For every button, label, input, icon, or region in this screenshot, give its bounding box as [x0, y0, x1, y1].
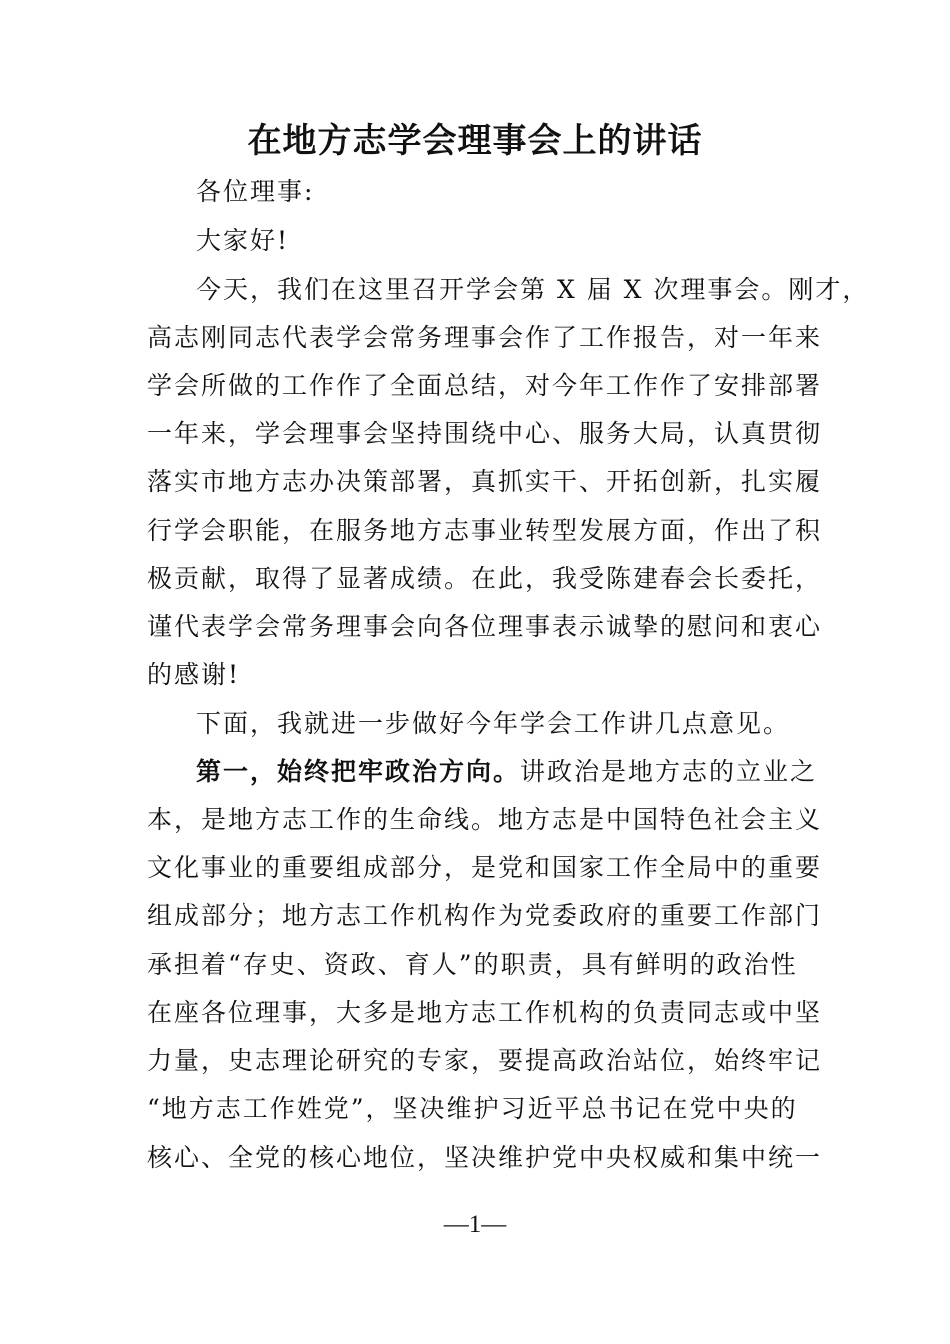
body-line: 一年来，学会理事会坚持围绕中心、服务大局，认真贯彻	[147, 419, 823, 448]
body-line: 落实市地方志办决策部署，真抓实干、开拓创新，扎实履	[147, 467, 823, 496]
body-line: 极贡献，取得了显著成绩。在此，我受陈建春会长委托，	[147, 564, 823, 593]
body-line: 核心、全党的核心地位，坚决维护党中央权威和集中统一	[147, 1143, 823, 1172]
body-line: 在座各位理事，大多是地方志工作机构的负责同志或中坚	[147, 998, 823, 1027]
salutation-line: 各位理事:	[196, 177, 315, 206]
section-paragraph-first-line	[196, 748, 876, 796]
body-line: 本，是地方志工作的生命线。地方志是中国特色社会主义	[147, 805, 823, 834]
body-line: 承担着“存史、资政、育人”的职责，具有鲜明的政治性	[147, 950, 798, 979]
body-line: 组成部分；地方志工作机构作为党委政府的重要工作部门	[147, 901, 823, 930]
greeting-line: 大家好!	[196, 226, 290, 255]
body-text: 讲政治是地方志的立业之	[520, 757, 818, 786]
body-line: 下面，我就进一步做好今年学会工作讲几点意见。	[196, 709, 791, 738]
body-line: “地方志工作姓党”，坚决维护习近平总书记在党中央的	[147, 1094, 798, 1123]
section-heading: 第一，始终把牢政治方向。	[196, 757, 521, 786]
body-line: 的感谢!	[147, 660, 241, 689]
page-number: —1—	[443, 1211, 507, 1238]
body-line: 谨代表学会常务理事会向各位理事表示诚挚的慰问和衷心	[147, 612, 823, 641]
document-title: 在地方志学会理事会上的讲话	[247, 121, 703, 161]
body-line: 今天，我们在这里召开学会第 X 届 X 次理事会。刚才，	[196, 275, 870, 304]
body-line: 行学会职能，在服务地方志事业转型发展方面，作出了积	[147, 516, 823, 545]
body-line: 高志刚同志代表学会常务理事会作了工作报告，对一年来	[147, 323, 823, 352]
body-line: 文化事业的重要组成部分，是党和国家工作全局中的重要	[147, 853, 823, 882]
body-line: 力量，史志理论研究的专家，要提高政治站位，始终牢记	[147, 1046, 823, 1075]
body-line: 学会所做的工作作了全面总结，对今年工作作了安排部署	[147, 371, 823, 400]
